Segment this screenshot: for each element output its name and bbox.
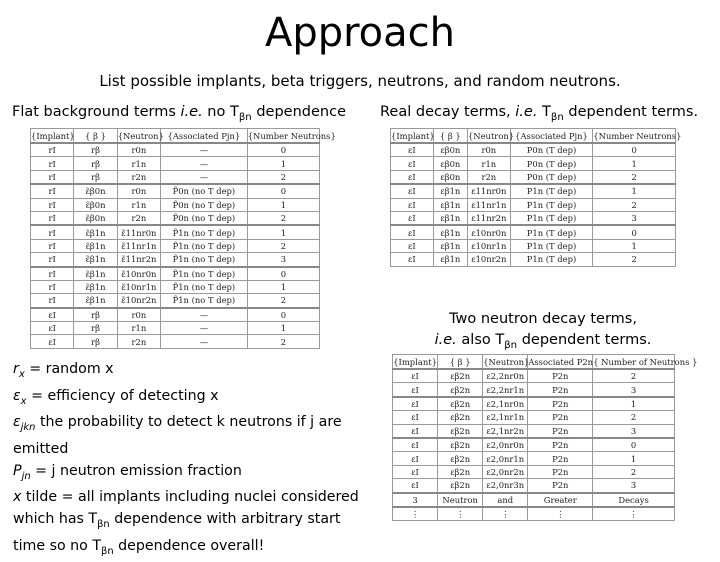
column-header: {Number Neutrons} bbox=[593, 129, 676, 144]
table-cell: 2 bbox=[593, 369, 675, 383]
table-cell: ε̃β1n bbox=[74, 253, 117, 267]
table-cell: rI bbox=[31, 280, 74, 293]
table-cell: εβ1n bbox=[433, 225, 467, 239]
table-cell: 1 bbox=[247, 280, 319, 293]
table-cell: 2 bbox=[247, 335, 319, 348]
table-cell: P1n (T dep) bbox=[510, 198, 593, 211]
column-header: {Associated Pjn} bbox=[510, 129, 593, 144]
def-probability: $\varepsilon_{jkn}$ the probability to detect k neutrons if j are bbox=[13, 414, 342, 434]
table-row bbox=[31, 143, 320, 157]
table-cell: ε̃11nr2n bbox=[117, 253, 160, 267]
table-cell: 0 bbox=[593, 143, 676, 157]
table-cell: — bbox=[161, 322, 248, 335]
column-header: {Associated Pjn} bbox=[161, 129, 248, 144]
table-row bbox=[393, 424, 675, 438]
slide-title: Approach bbox=[264, 10, 456, 56]
table-cell: εI bbox=[391, 157, 434, 170]
table-cell: 3 bbox=[593, 479, 675, 493]
table-cell: — bbox=[161, 335, 248, 348]
table-row bbox=[31, 198, 320, 211]
table-cell: 0 bbox=[247, 143, 319, 157]
table-cell: 0 bbox=[247, 267, 319, 281]
table-cell: P0n (T dep) bbox=[510, 143, 593, 157]
table-cell: P2n bbox=[528, 397, 593, 411]
table-cell: εI bbox=[393, 411, 438, 424]
table-cell: 2 bbox=[247, 170, 319, 184]
table-row bbox=[393, 479, 675, 493]
def-tilde: x tilde = all implants including nuclei considered bbox=[13, 489, 359, 506]
table-cell: P2n bbox=[528, 411, 593, 424]
table-cell: εβ1n bbox=[433, 198, 467, 211]
table-cell: εI bbox=[391, 239, 434, 252]
table-cell: εβ1n bbox=[433, 184, 467, 198]
flat-background-header: Flat background terms i.e. no $T_{\beta n}$ dependence bbox=[12, 104, 346, 123]
table-cell: P2n bbox=[528, 383, 593, 397]
table-cell: 2 bbox=[593, 253, 676, 266]
table-row bbox=[393, 465, 675, 478]
table-cell: ε11nr0n bbox=[467, 184, 510, 198]
table-cell: ⋮ bbox=[393, 507, 438, 521]
table-cell: P̃1n (no T dep) bbox=[161, 225, 248, 239]
table-cell: 2 bbox=[593, 411, 675, 424]
table-cell: P2n bbox=[528, 438, 593, 452]
table-row bbox=[31, 308, 320, 322]
table-cell: 2 bbox=[247, 294, 319, 308]
table-row bbox=[31, 184, 320, 198]
column-header: {Implant} bbox=[31, 129, 74, 144]
table-cell: Greater bbox=[528, 493, 593, 507]
table-cell: — bbox=[161, 170, 248, 184]
table-cell: P2n bbox=[528, 452, 593, 465]
table-row bbox=[391, 170, 676, 184]
table-row bbox=[31, 294, 320, 308]
table-cell: εI bbox=[393, 383, 438, 397]
column-header: {Neutron} bbox=[483, 355, 528, 370]
table-cell: and bbox=[483, 493, 528, 507]
table-cell: r1n bbox=[117, 157, 160, 170]
table-row bbox=[393, 438, 675, 452]
table-cell: 1 bbox=[247, 225, 319, 239]
table-row bbox=[391, 253, 676, 266]
table-header-row bbox=[393, 355, 675, 370]
table-cell: rI bbox=[31, 294, 74, 308]
def-efficiency: $\varepsilon_x$ = efficiency of detecting x bbox=[13, 387, 219, 407]
column-header: { β } bbox=[438, 355, 483, 370]
table-cell: — bbox=[161, 157, 248, 170]
table-cell: rβ bbox=[74, 143, 117, 157]
table-row bbox=[391, 225, 676, 239]
table-cell: ε2,0nr0n bbox=[483, 438, 528, 452]
table-row bbox=[31, 170, 320, 184]
table-cell: r1n bbox=[467, 157, 510, 170]
table-cell: εβ2n bbox=[438, 452, 483, 465]
table-cell: ε̃β0n bbox=[74, 184, 117, 198]
column-header: Associated P2n bbox=[528, 355, 593, 370]
table-cell: ε̃β1n bbox=[74, 225, 117, 239]
flat-background-table bbox=[30, 128, 336, 349]
table-cell: ε10nr2n bbox=[467, 253, 510, 266]
column-header: { Number of Neutrons } bbox=[593, 355, 675, 370]
table-cell: 2 bbox=[593, 198, 676, 211]
table-row bbox=[393, 369, 675, 383]
table-cell: εI bbox=[393, 438, 438, 452]
table-cell: ε̃11nr1n bbox=[117, 239, 160, 252]
table-cell: ε2,2nr0n bbox=[483, 369, 528, 383]
column-header: { β } bbox=[74, 129, 117, 144]
table-row bbox=[31, 267, 320, 281]
table-cell: rI bbox=[31, 225, 74, 239]
table-cell: εβ2n bbox=[438, 438, 483, 452]
table-cell: εβ2n bbox=[438, 424, 483, 438]
table-cell: ε11nr1n bbox=[467, 198, 510, 211]
table-cell: r1n bbox=[117, 322, 160, 335]
table-cell: 3 bbox=[593, 211, 676, 225]
table-cell: εβ0n bbox=[433, 143, 467, 157]
table-cell: 1 bbox=[593, 397, 675, 411]
table-row bbox=[31, 157, 320, 170]
def-emission: $P_{jn} = j$ neutron emission fraction bbox=[13, 462, 242, 482]
definitions-list bbox=[13, 359, 359, 562]
table-row bbox=[391, 211, 676, 225]
table-cell: 1 bbox=[593, 239, 676, 252]
table-cell: ε̃10nr0n bbox=[117, 267, 160, 281]
def-random: $r_x$ = random x bbox=[13, 361, 114, 380]
table-row bbox=[393, 411, 675, 424]
table-cell: ε10nr0n bbox=[467, 225, 510, 239]
table-cell: r2n bbox=[117, 335, 160, 348]
table-header-row bbox=[391, 129, 676, 144]
table-cell: 2 bbox=[593, 170, 676, 184]
table-cell: P̃1n (no T dep) bbox=[161, 294, 248, 308]
table-cell: 1 bbox=[593, 184, 676, 198]
table-row bbox=[391, 198, 676, 211]
table-row bbox=[31, 280, 320, 293]
table-row bbox=[31, 322, 320, 335]
table-cell: εβ1n bbox=[433, 211, 467, 225]
table-cell: ε̃β1n bbox=[74, 239, 117, 252]
table-cell: 0 bbox=[593, 438, 675, 452]
table-cell: ε2,1nr1n bbox=[483, 411, 528, 424]
table-cell: P̃0n (no T dep) bbox=[161, 184, 248, 198]
table-cell: εβ2n bbox=[438, 411, 483, 424]
table-cell: εI bbox=[393, 479, 438, 493]
table-cell: εI bbox=[393, 369, 438, 383]
table-cell: P0n (T dep) bbox=[510, 157, 593, 170]
table-cell: rI bbox=[31, 170, 74, 184]
table-cell: r1n bbox=[117, 198, 160, 211]
table-cell: εβ2n bbox=[438, 383, 483, 397]
table-cell: P1n (T dep) bbox=[510, 225, 593, 239]
table-cell: εI bbox=[391, 198, 434, 211]
table-cell: rβ bbox=[74, 157, 117, 170]
table-cell: — bbox=[161, 308, 248, 322]
table-row bbox=[391, 143, 676, 157]
table-row bbox=[391, 157, 676, 170]
table-cell: ε11nr2n bbox=[467, 211, 510, 225]
table-cell: 3 bbox=[593, 424, 675, 438]
table-row bbox=[31, 211, 320, 225]
table-cell: εI bbox=[393, 452, 438, 465]
table-cell: ε2,0nr2n bbox=[483, 465, 528, 478]
table-cell: 0 bbox=[247, 308, 319, 322]
table-cell: εI bbox=[31, 322, 74, 335]
column-header: {Number Neutrons} bbox=[247, 129, 319, 144]
table-cell: P2n bbox=[528, 424, 593, 438]
table-cell: ⋮ bbox=[593, 507, 675, 521]
table-cell: ε10nr1n bbox=[467, 239, 510, 252]
table-cell: P̃1n (no T dep) bbox=[161, 253, 248, 267]
table-row bbox=[393, 383, 675, 397]
table-cell: εβ1n bbox=[433, 239, 467, 252]
table-cell: εβ0n bbox=[433, 170, 467, 184]
table-cell: r0n bbox=[117, 308, 160, 322]
table-cell: ⋮ bbox=[528, 507, 593, 521]
table-header-row bbox=[31, 129, 320, 144]
real-decay-header: Real decay terms, i.e. $T_{\beta n}$ dependent terms. bbox=[380, 104, 699, 123]
slide-subtitle: List possible implants, beta triggers, neutrons, and random neutrons. bbox=[99, 72, 621, 90]
table-cell: r0n bbox=[467, 143, 510, 157]
table-cell: P1n (T dep) bbox=[510, 239, 593, 252]
table-cell: rI bbox=[31, 239, 74, 252]
table-cell: rI bbox=[31, 184, 74, 198]
table-row bbox=[31, 335, 320, 348]
table-cell: rI bbox=[31, 198, 74, 211]
table-cell: εβ1n bbox=[433, 253, 467, 266]
table-cell: 2 bbox=[593, 465, 675, 478]
table-cell: P0n (T dep) bbox=[510, 170, 593, 184]
table-cell: Neutron bbox=[438, 493, 483, 507]
table-cell: ε2,2nr1n bbox=[483, 383, 528, 397]
table-cell: 1 bbox=[247, 157, 319, 170]
table-cell: rI bbox=[31, 143, 74, 157]
table-cell: rβ bbox=[74, 170, 117, 184]
table-cell: ε̃β1n bbox=[74, 280, 117, 293]
table-cell: 1 bbox=[247, 198, 319, 211]
table-cell: P̃1n (no T dep) bbox=[161, 267, 248, 281]
table-cell: 2 bbox=[247, 211, 319, 225]
table-cell: ε̃10nr2n bbox=[117, 294, 160, 308]
column-header: {Neutron} bbox=[467, 129, 510, 144]
table-row bbox=[391, 184, 676, 198]
two-neutron-header: Two neutron decay terms, i.e. also $T_{\beta n}$ dependent terms. bbox=[434, 311, 652, 351]
table-cell: — bbox=[161, 143, 248, 157]
table-cell: εI bbox=[393, 465, 438, 478]
table-cell: rI bbox=[31, 267, 74, 281]
table-cell: 1 bbox=[247, 322, 319, 335]
table-cell: 1 bbox=[593, 157, 676, 170]
table-row bbox=[393, 452, 675, 465]
table-cell: ε2,1nr0n bbox=[483, 397, 528, 411]
table-cell: εβ2n bbox=[438, 479, 483, 493]
table-cell: 3 bbox=[393, 493, 438, 507]
def-probability-cont: emitted bbox=[13, 440, 69, 457]
table-cell: 2 bbox=[247, 239, 319, 252]
table-cell: rI bbox=[31, 157, 74, 170]
table-cell: εI bbox=[391, 170, 434, 184]
table-row bbox=[31, 253, 320, 267]
table-cell: r0n bbox=[117, 184, 160, 198]
table-cell: P̃1n (no T dep) bbox=[161, 280, 248, 293]
real-decay-table bbox=[390, 128, 682, 267]
table-cell: r2n bbox=[117, 211, 160, 225]
table-row bbox=[393, 397, 675, 411]
table-cell: εI bbox=[31, 335, 74, 348]
table-cell: εI bbox=[393, 397, 438, 411]
table-cell: ε2,0nr1n bbox=[483, 452, 528, 465]
table-cell: ε̃β0n bbox=[74, 211, 117, 225]
table-cell: εI bbox=[391, 225, 434, 239]
table-cell: P2n bbox=[528, 369, 593, 383]
table-cell: 3 bbox=[593, 383, 675, 397]
table-row bbox=[393, 493, 675, 507]
table-cell: rI bbox=[31, 211, 74, 225]
table-cell: P1n (T dep) bbox=[510, 253, 593, 266]
table-cell: Decays bbox=[593, 493, 675, 507]
table-cell: ε2,0nr3n bbox=[483, 479, 528, 493]
table-cell: εI bbox=[393, 424, 438, 438]
table-cell: rβ bbox=[74, 322, 117, 335]
table-cell: ⋮ bbox=[483, 507, 528, 521]
table-cell: εI bbox=[391, 184, 434, 198]
table-cell: r2n bbox=[117, 170, 160, 184]
table-cell: rI bbox=[31, 253, 74, 267]
table-cell: 3 bbox=[247, 253, 319, 267]
table-cell: P1n (T dep) bbox=[510, 211, 593, 225]
table-cell: ⋮ bbox=[438, 507, 483, 521]
table-row bbox=[393, 507, 675, 521]
table-cell: 1 bbox=[593, 452, 675, 465]
table-row bbox=[391, 239, 676, 252]
table-cell: P̃1n (no T dep) bbox=[161, 239, 248, 252]
table-cell: ε̃10nr1n bbox=[117, 280, 160, 293]
table-row bbox=[31, 225, 320, 239]
table-cell: ε̃β1n bbox=[74, 267, 117, 281]
table-cell: P2n bbox=[528, 465, 593, 478]
table-cell: ε̃β0n bbox=[74, 198, 117, 211]
column-header: {Implant} bbox=[391, 129, 434, 144]
column-header: {Implant} bbox=[393, 355, 438, 370]
table-cell: εβ2n bbox=[438, 369, 483, 383]
table-cell: ε̃β1n bbox=[74, 294, 117, 308]
table-cell: εI bbox=[391, 143, 434, 157]
table-cell: εI bbox=[391, 211, 434, 225]
table-cell: P̃0n (no T dep) bbox=[161, 211, 248, 225]
table-cell: P2n bbox=[528, 479, 593, 493]
table-cell: rβ bbox=[74, 308, 117, 322]
def-tilde-cont1: which has $T_{\beta n}$ dependence with arbitrary start bbox=[13, 511, 341, 530]
table-cell: 0 bbox=[593, 225, 676, 239]
table-cell: ε2,1nr2n bbox=[483, 424, 528, 438]
table-cell: P̃0n (no T dep) bbox=[161, 198, 248, 211]
table-cell: ε̃11nr0n bbox=[117, 225, 160, 239]
table-cell: εβ2n bbox=[438, 465, 483, 478]
table-cell: εI bbox=[31, 308, 74, 322]
table-cell: εI bbox=[391, 253, 434, 266]
table-cell: P1n (T dep) bbox=[510, 184, 593, 198]
table-cell: 0 bbox=[247, 184, 319, 198]
two-neutron-table bbox=[392, 354, 698, 521]
table-cell: r2n bbox=[467, 170, 510, 184]
def-tilde-cont2: time so no $T_{\beta n}$ dependence overall! bbox=[13, 537, 265, 557]
column-header: {Neutron} bbox=[117, 129, 160, 144]
table-row bbox=[31, 239, 320, 252]
column-header: { β } bbox=[433, 129, 467, 144]
table-cell: rβ bbox=[74, 335, 117, 348]
table-cell: r0n bbox=[117, 143, 160, 157]
table-cell: εβ0n bbox=[433, 157, 467, 170]
table-cell: εβ2n bbox=[438, 397, 483, 411]
